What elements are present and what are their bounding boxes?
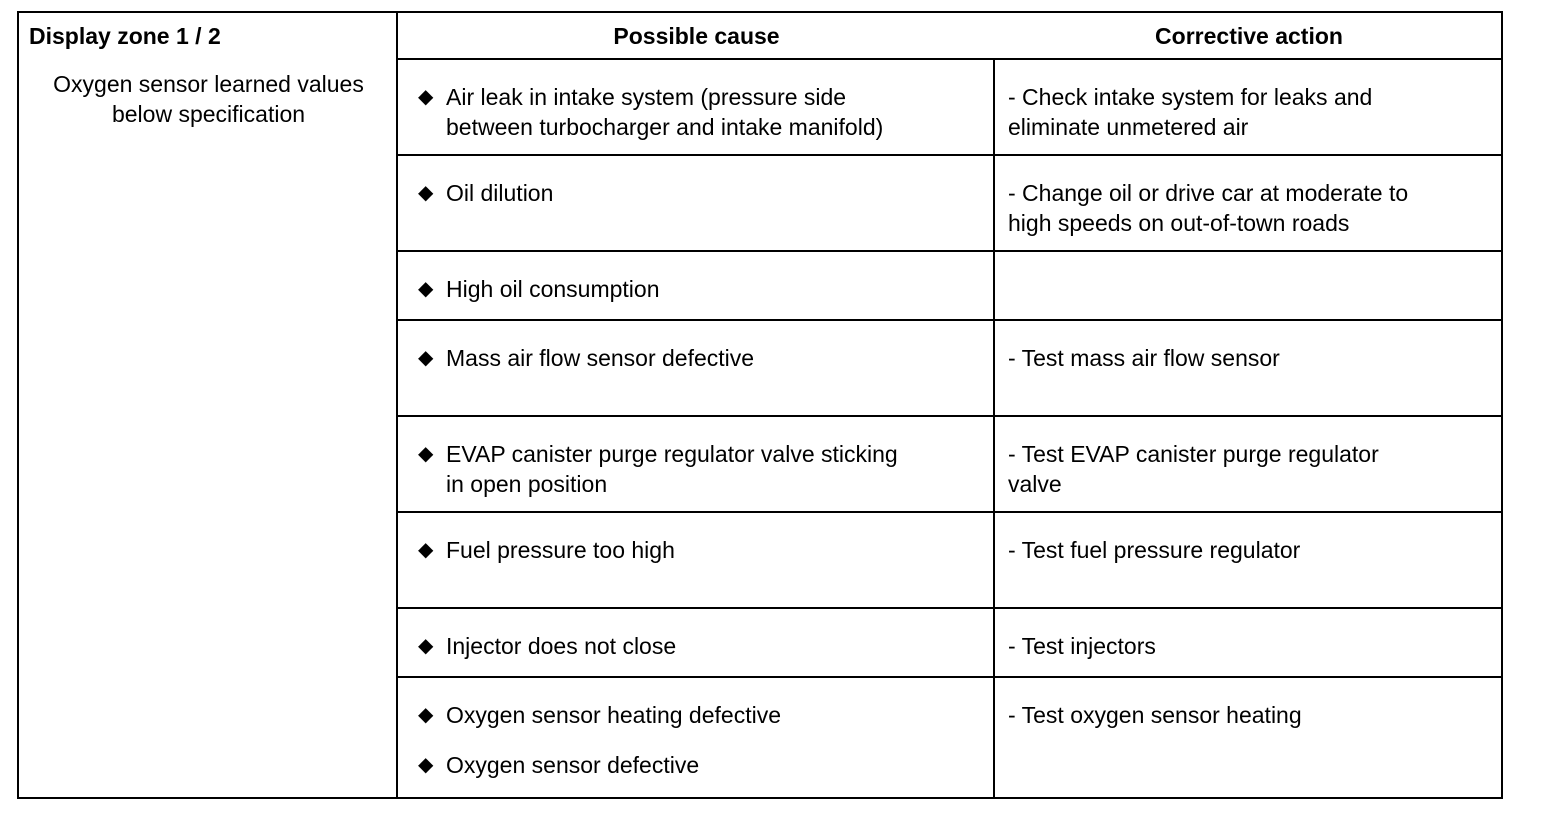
corrective-action-cell [995,513,1503,607]
zone-description [19,69,398,129]
cause-text-line: in open position [446,471,608,497]
cause-text-line: Injector does not close [446,633,677,659]
cause-bullet-item [398,274,660,304]
table-row [398,156,1503,252]
possible-cause-cell [398,321,995,415]
table-row [398,609,1503,678]
action-text-line: valve [1008,471,1062,497]
cause-text-line: Oil dilution [446,180,554,206]
diamond-bullet-icon: ◆ [418,86,434,108]
table-row [398,513,1503,609]
possible-cause-cell [398,678,995,799]
action-text-line: - Test fuel pressure regulator [1008,537,1301,563]
diamond-bullet-icon: ◆ [418,347,434,369]
possible-cause-cell [398,417,995,511]
cause-text-line: Oxygen sensor defective [446,752,700,778]
table-row [398,252,1503,321]
action-text-line: - Check intake system for leaks and [1008,84,1373,110]
action-text-line: - Test injectors [1008,633,1156,659]
cause-text-line: Mass air flow sensor defective [446,345,755,371]
cause-text-line: Air leak in intake system (pressure side [446,84,847,110]
corrective-action-cell [995,321,1503,415]
cause-bullet-item [398,750,699,780]
possible-cause-cell [398,60,995,154]
action-text-line: - Test mass air flow sensor [1008,345,1280,371]
corrective-action-cell [995,60,1503,154]
diamond-bullet-icon: ◆ [418,704,434,726]
possible-cause-cell [398,609,995,676]
corrective-action-cell [995,609,1503,676]
cause-text-line: EVAP canister purge regulator valve sticking [446,441,898,467]
possible-cause-cell [398,156,995,250]
cause-bullet-item [398,82,883,142]
action-text-line: - Change oil or drive car at moderate to [1008,180,1409,206]
zone-description-line: Oxygen sensor learned values [53,71,364,97]
cause-bullet-item [398,178,553,208]
zone-description-line: below specification [111,101,306,127]
diagnostic-table [17,11,1503,799]
cause-text-line: High oil consumption [446,276,660,302]
action-text-line: - Test oxygen sensor heating [1008,702,1302,728]
corrective-action-cell [995,417,1503,511]
cause-text-line: Fuel pressure too high [446,537,675,563]
diamond-bullet-icon: ◆ [418,182,434,204]
display-zone-column [19,13,398,797]
cause-bullet-item [398,343,754,373]
possible-cause-header: Possible cause [398,13,995,60]
action-text-line: eliminate unmetered air [1008,114,1249,140]
cause-bullet-item [398,631,676,661]
action-text-line: high speeds on out-of-town roads [1008,210,1350,236]
corrective-action-cell [995,156,1503,250]
diamond-bullet-icon: ◆ [418,278,434,300]
action-text-line: - Test EVAP canister purge regulator [1008,441,1379,467]
diamond-bullet-icon: ◆ [418,635,434,657]
diamond-bullet-icon: ◆ [418,539,434,561]
table-row [398,60,1503,156]
cause-bullet-item [398,439,898,499]
possible-cause-cell [398,513,995,607]
table-row [398,321,1503,417]
diamond-bullet-icon: ◆ [418,754,434,776]
corrective-action-header: Corrective action [995,13,1503,60]
cause-bullet-item [398,700,781,730]
possible-cause-cell [398,252,995,319]
table-row [398,417,1503,513]
display-zone-header: Display zone 1 / 2 [29,23,221,49]
cause-text-line: between turbocharger and intake manifold) [446,114,884,140]
corrective-action-cell [995,678,1503,799]
cause-bullet-item [398,535,675,565]
diamond-bullet-icon: ◆ [418,443,434,465]
cause-text-line: Oxygen sensor heating defective [446,702,781,728]
corrective-action-cell [995,252,1503,319]
table-row [398,678,1503,799]
